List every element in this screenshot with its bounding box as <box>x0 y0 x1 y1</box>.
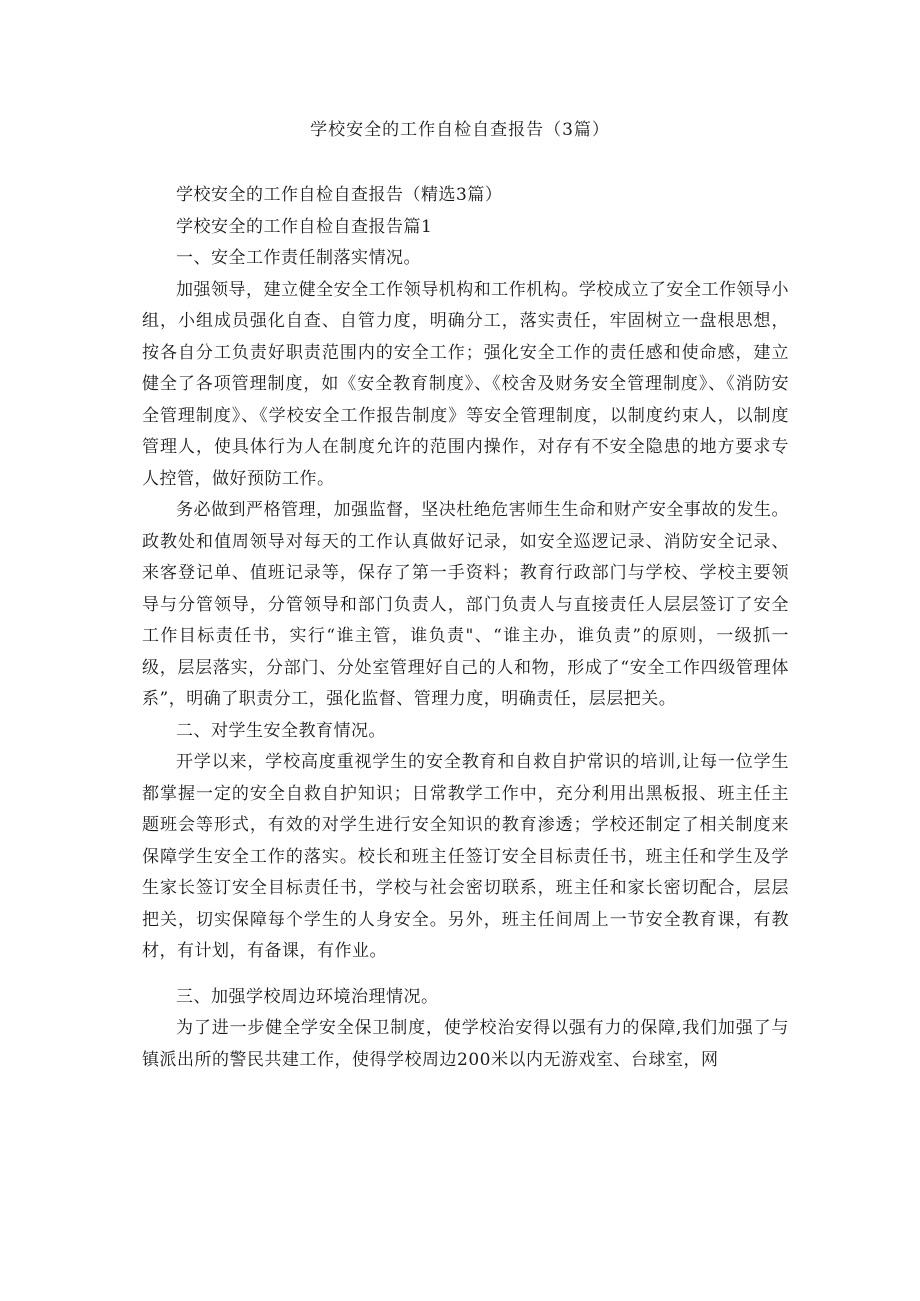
section-heading-2: 二、对学生安全教育情况。 <box>176 720 386 741</box>
body-paragraph: 为了进一步健全学安全保卫制度，使学校治安得以强有力的保障,我们加强了与镇派出所的警民共建工作，使得学校周边200米以内无游戏室、台球室，网 <box>142 1018 789 1070</box>
subtitle-paragraph: 学校安全的工作自检自查报告（精选3篇） <box>176 185 503 205</box>
body-paragraph: 务必做到严格管理，加强监督，坚决杜绝危害师生生命和财产安全事故的发生。政教处和值周领导对每天的工作认真做好记录，如安全巡逻记录、消防安全记录、来客登记单、值班记录等，保存了第一手资料；教育行政部门与学校、学校主要领导与分管领导，分管领导和部门负责人，部门负责人与直接责任人层层签订了安全工作目标责任书，实行“谁主管，谁负责"、“谁主办，谁负责”的原则，一级抓一级，层层落实，分部门、分处室管理好自己的人和物，形成了“安全工作四级管理体系”，明确了职责分工，强化监督、管理力度，明确责任，层层把关。 <box>142 500 789 709</box>
body-paragraph: 开学以来，学校高度重视学生的安全教育和自救自护常识的培训,让每一位学生都掌握一定的安全自救自护知识；日常教学工作中，充分利用出黑板报、班主任主题班会等形式，有效的对学生进行安全知识的教育渗透；学校还制定了相关制度来保障学生安全工作的落实。校长和班主任签订安全目标责任书，班主任和学生及学生家长签订安全目标责任书，学校与社会密切联系，班主任和家长密切配合，层层把关，切实保障每个学生的人身安全。另外，班主任间周上一节安全教育课，有教材，有计划，有备课，有作业。 <box>142 752 789 961</box>
body-paragraph: 加强领导，建立健全安全工作领导机构和工作机构。学校成立了安全工作领导小组，小组成员强化自查、自管力度，明确分工，落实责任，牢固树立一盘根思想，按各自分工负责好职责范围内的安全工作；强化安全工作的责任感和使命感，建立健全了各项管理制度，如《安全教育制度》、《校舍及财务安全管理制度》、《消防安全管理制度》、《学校安全工作报告制度》等安全管理制度，以制度约束人，以制度管理人，使具体行为人在制度允许的范围内操作，对存有不安全隐患的地方要求专人控管，做好预防工作。 <box>142 279 789 489</box>
section-heading-3: 三、加强学校周边环境治理情况。 <box>176 986 439 1007</box>
document-body <box>142 180 789 1076</box>
section-heading-part1: 学校安全的工作自检自查报告篇1 <box>176 216 433 237</box>
section-heading-1: 一、安全工作责任制落实情况。 <box>176 248 421 268</box>
document-title: 学校安全的工作自检自查报告（3篇） <box>310 120 610 140</box>
